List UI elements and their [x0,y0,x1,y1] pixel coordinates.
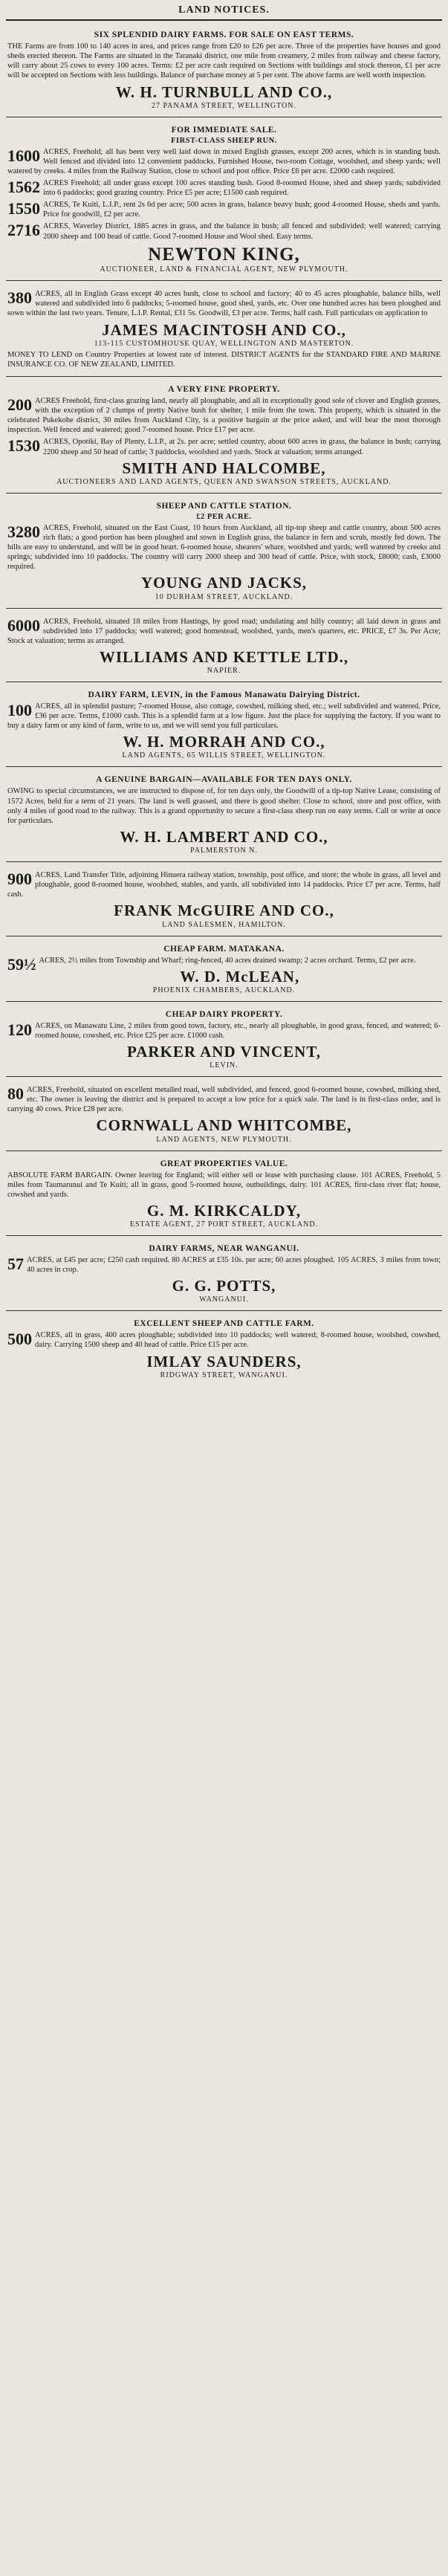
firm-address: PHOENIX CHAMBERS, AUCKLAND. [152,986,296,994]
listing-text: ACRES Freehold; all under grass except 100 acres standing bush. Good 8-roomed House, shed and sheep yards; subdivided into 6 paddocks; good grazing country. Price £5 per acre; £1500 cash required. [43,178,441,198]
land-notices-page [6,0,442,1392]
ad-text: ACRES, Freehold, situated on excellent metalled road, well subdivided, and fenced, good 6-roomed house, cowshed, milking shed, etc. The owner is leaving the district and is prepared to accept a low price for a quick sale. The land is in first-class order, and is carrying 40 cows. Price £28 per acre. [7,1086,441,1114]
ad-heading: FOR IMMEDIATE SALE. [171,125,277,135]
ad-body [7,617,441,646]
acreage-number: 2716 [7,221,40,240]
ads-column [6,25,442,1386]
listing-text: ACRES, Freehold; all has been very well laid down in mixed English grasses, except 200 acres, which is in standing bush. Well fenced and divided into 12 convenient paddocks. Furnished House, two-room Cottage, woolshed, and sheep yards; well watered by creeks. 4 miles from the Railway Station, close to school and post office. Price £6 per acre. £2000 cash required. [7,147,441,175]
acreage-number: 380 [7,288,32,308]
ad-text: ACRES, Freehold, situated on the East Coast, 10 hours from Auckland, all tip-top sheep and cattle country, about 500 acres rich flats; a good portion has been ploughed and sown in English grass, the balance in fern and scrub, mostly fed down. The hills are easy to understand, and will be in good heart. 6-roomed house, shearers' whare, woolshed and yards; well watered by creeks and springs; subdivided into 10 paddocks. The country will carry 2000 sheep and 300 head of cattle. Price, with stock, £8000; cash, £3000 required. [7,523,441,572]
listing-item [7,396,441,436]
ad-heading: EXCELLENT SHEEP AND CATTLE FARM. [134,1319,314,1329]
firm-name: W. H. MORRAH AND CO., [123,733,325,751]
advertisement [6,1005,442,1077]
ad-text: OWING to special circumstances, we are instructed to dispose of, for ten days only, the Goodwill of a tip-top Native Lease, consisting of 1572 Acres, held for a term of 21 years. The land is well grassed, and there is good shelter. Close to school, store and post office, with only 4 miles of good road to the railway. This is a grand opportunity to secure a first-class sheep run on easy terms. Call or write at once for particulars. [7,787,441,825]
page-header: LAND NOTICES. [6,3,442,21]
firm-address: LAND AGENTS, 65 WILLIS STREET, WELLINGTON. [122,751,326,760]
firm-name: FRANK McGUIRE AND CO., [114,902,334,920]
acreage-number: 900 [7,870,32,889]
firm-address: LAND AGENTS, NEW PLYMOUTH. [156,1135,292,1144]
firm-address: LAND SALESMEN, HAMILTON. [162,920,286,929]
ad-body [7,523,441,572]
ad-text: ABSOLUTE FARM BARGAIN. Owner leaving for England; will either sell or lease with purchasing clause. 101 ACRES, Freehold, 5 miles from Taumarunui and Te Kuiti; all in grass, good 5-roomed house, outbuildings, dairy. 101 ACRES, first-class river flat; house, cowshed and yards. [7,1171,441,1199]
ad-subheading: £2 PER ACRE. [196,512,252,521]
acreage-number: 59½ [7,954,36,974]
listing-item [7,178,441,198]
acreage-number: 120 [7,1020,32,1039]
listing-item [7,147,441,176]
firm-address: RIDGWAY STREET, WANGANUI. [160,1370,288,1379]
acreage-number: 1600 [7,146,40,165]
firm-name: W. D. McLEAN, [180,967,300,986]
acreage-number: 57 [7,1255,24,1273]
advertisement [6,284,442,377]
advertisement [6,120,442,282]
listing-item [7,221,441,241]
ad-body [7,702,441,731]
advertisement [6,939,442,1002]
ad-text: ACRES, Land Transfer Title, adjoining Hinuera railway station, township, post office, and store; the whole in grass, all level and ploughable, good 8-roomed house, woolshed, stables, and yards, all subdivided into 14 paddocks. Price £7 per acre. Terms, half cash. [7,871,441,899]
advertisement [6,612,442,682]
acreage-number: 1550 [7,199,40,219]
firm-name: PARKER AND VINCENT, [126,1042,322,1061]
ad-text: ACRES, all in English Grass except 40 acres bush, close to school and factory; 40 to 45 acres ploughable, balance hills, well watered and subdivided into 6 paddocks; 5-roomed house, good shed, yards, etc. Over one hundred acres has been ploughed and sown within the last two years. Tenure, L.I.P. Rental, £31 5s. Goodwill, £3 per acre. Terms, half cash. Full particulars on application to [7,290,441,318]
acreage-number: 200 [7,395,32,414]
firm-address: AUCTIONEER, LAND & FINANCIAL AGENT, NEW PLYMOUTH. [100,265,348,274]
firm-address: WANGANUI. [199,1295,249,1304]
ad-heading: SHEEP AND CATTLE STATION. [156,501,292,511]
ad-heading: CHEAP DAIRY PROPERTY. [165,1009,283,1019]
ad-text: ACRES, 2½ miles from Township and Wharf; ring-fenced, 40 acres drained swamp; 2 acres orchard. Terms, £2 per acre. [39,956,416,965]
acreage-number: 1562 [7,177,40,196]
advertisement [6,685,442,767]
acreage-number: 80 [7,1084,24,1104]
ad-heading: SIX SPLENDID DAIRY FARMS. FOR SALE ON EAST TERMS. [94,30,354,39]
ad-body [7,1085,441,1114]
ad-body [7,1330,441,1350]
ad-body [7,1171,441,1200]
advertisement [6,770,442,862]
acreage-number: 500 [7,1330,32,1349]
ad-text: ACRES, all in splendid pasture; 7-roomed House, also cottage, cowshed, milking shed, etc.; well subdivided and watered. Price, £36 per acre. Terms, £1000 cash. This is a splendid farm at a low figure. Just the place for supplying the factory. If you want to buy a dairy farm or any kind of farm, write to us, and we will send you full particulars. [7,702,441,731]
ad-heading: DAIRY FARM, LEVIN, in the Famous Manawatu Dairying District. [88,690,360,699]
ad-note: MONEY TO LEND on Country Properties at lowest rate of interest. DISTRICT AGENTS for the STANDARD FIRE AND MARINE INSURANCE CO. OF NEW ZEALAND, LIMITED. [7,350,441,369]
ad-heading: CHEAP FARM. MATAKANA. [163,944,285,954]
listing-text: ACRES, Opotiki, Bay of Plenty, L.I.P., at 2s. per acre; settled country, about 600 acres in grass, the balance in bush; carrying 2200 sheep and 50 head of cattle; 3 paddocks, woolshed and yards. Stock at valuation; terms arranged. [43,438,441,456]
ad-text: ACRES, on Manawatu Line, 2 miles from good town, factory, etc., nearly all ploughable, in good grass, fenced, and watered; 6-roomed house, cowshed, etc. Price £25 per acre. £1000 cash. [35,1021,441,1040]
advertisement [6,496,442,609]
acreage-number: 1530 [7,436,40,456]
ad-subheading: FIRST-CLASS SHEEP RUN. [171,136,277,145]
firm-name: WILLIAMS AND KETTLE LTD., [99,647,349,666]
advertisement [6,1239,442,1311]
ad-text: THE Farms are from 100 to 140 acres in area, and prices range from £20 to £26 per acre. Three of the properties have houses and good sheds erected thereon. The Farms are situated in the Taranaki district, one mile from creamery, 2 miles from railway and cheese factory, will carry about 25 cows to every 100 acres. Terms: £2 per acre cash required on Sections with buildings and stock thereon, £1 per acre will be accepted on Sections with less buildings. Balance of purchase money at 5 per cent. The above farms are well worth inspection. [7,42,441,80]
firm-name: SMITH AND HALCOMBE, [122,459,326,477]
firm-address: 113-115 CUSTOMHOUSE QUAY, WELLINGTON AND MASTERTON. [94,339,354,348]
listing-item [7,200,441,219]
ad-heading: DAIRY FARMS, NEAR WANGANUI. [149,1244,299,1253]
ad-body [7,42,441,81]
firm-name: JAMES MACINTOSH AND CO., [102,320,346,339]
ad-heading: A GENUINE BARGAIN—AVAILABLE FOR TEN DAYS ONLY. [96,775,352,785]
firm-address: 10 DURHAM STREET, AUCKLAND. [155,592,293,601]
ad-body [7,870,441,899]
listing-text: ACRES, Te Kuiti, L.I.P., rent 2s 6d per acre; 500 acres in grass, balance heavy bush; good 4-roomed House, sheds and yards. Price for goodwill, £2 per acre. [43,201,441,219]
ad-body [7,954,441,974]
firm-name: G. G. POTTS, [172,1277,276,1295]
acreage-number: 100 [7,700,32,719]
ad-text: ACRES, all in grass, 400 acres ploughable; subdivided into 10 paddocks; well watered; 8-roomed house, woolshed, cowshed, dairy. Carrying 1500 sheep and 40 head of cattle. Price £15 per acre. [35,1331,441,1350]
ad-body [7,786,441,826]
firm-name: NEWTON KING, [148,244,300,265]
listing-text: ACRES Freehold, first-class grazing land, nearly all ploughable, and all in exceptionally good sole of clover and English grasses, with the exception of 2 clumps of pretty Native bush for shelter, 1 mile from the town. This property, which is situated in the celebrated Pukekohe district, 30 miles from Auckland City, is a positive bargain at the price asked, and will bear the most thorough inspection. Well fenced and watered; good 7-roomed house. Price £17 per acre. [7,396,441,435]
firm-address: AUCTIONEERS AND LAND AGENTS, QUEEN AND SWANSON STREETS, AUCKLAND. [56,477,392,486]
firm-address: PALMERSTON N. [190,847,258,855]
ad-text: ACRES, at £45 per acre; £250 cash required. 80 ACRES at £35 10s. per acre; 60 acres ploughed. 105 ACRES, 3 miles from town; 40 acres in crop. [27,1256,441,1275]
firm-name: YOUNG AND JACKS, [140,574,308,592]
advertisement [6,1080,442,1151]
acreage-number: 6000 [7,615,40,635]
acreage-number: 3280 [7,522,40,541]
firm-address: 27 PANAMA STREET, WELLINGTON. [151,101,297,110]
firm-name: IMLAY SAUNDERS, [146,1352,302,1370]
advertisement [6,25,442,117]
advertisement [6,1154,442,1236]
ad-heading: A VERY FINE PROPERTY. [168,384,280,394]
firm-name: W. H. TURNBULL AND CO., [115,82,333,101]
ad-body [7,1021,441,1041]
firm-address: LEVIN. [210,1061,238,1070]
firm-address: ESTATE AGENT, 27 PORT STREET, AUCKLAND. [129,1220,319,1229]
ad-heading: GREAT PROPERTIES VALUE. [160,1159,288,1168]
advertisement [6,1314,442,1385]
advertisement [6,865,442,936]
ad-body [7,289,441,318]
firm-name: CORNWALL AND WHITCOMBE, [96,1116,352,1135]
firm-name: G. M. KIRKCALDY, [146,1201,302,1220]
ad-text: ACRES, Freehold, situated 18 miles from Hastings, by good road; undulating and hilly country; all laid down in grass and subdivided into 17 paddocks; well watered; good homestead, woolshed, yards, men's quarters, etc. PRICE, £7 3s. Per Acre; Stock at valuation; terms as arranged. [7,617,441,645]
advertisement [6,380,442,493]
listing-text: ACRES, Waverley District, 1885 acres in grass, and the balance in bush; all fenced and subdivided; well watered; carrying 2000 sheep and 100 head of cattle. Good 7-roomed House and Wool shed. Easy terms. [43,222,441,241]
ad-body [7,1255,441,1275]
listing-item [7,437,441,456]
firm-name: W. H. LAMBERT AND CO., [120,827,328,846]
firm-address: NAPIER. [207,666,241,675]
